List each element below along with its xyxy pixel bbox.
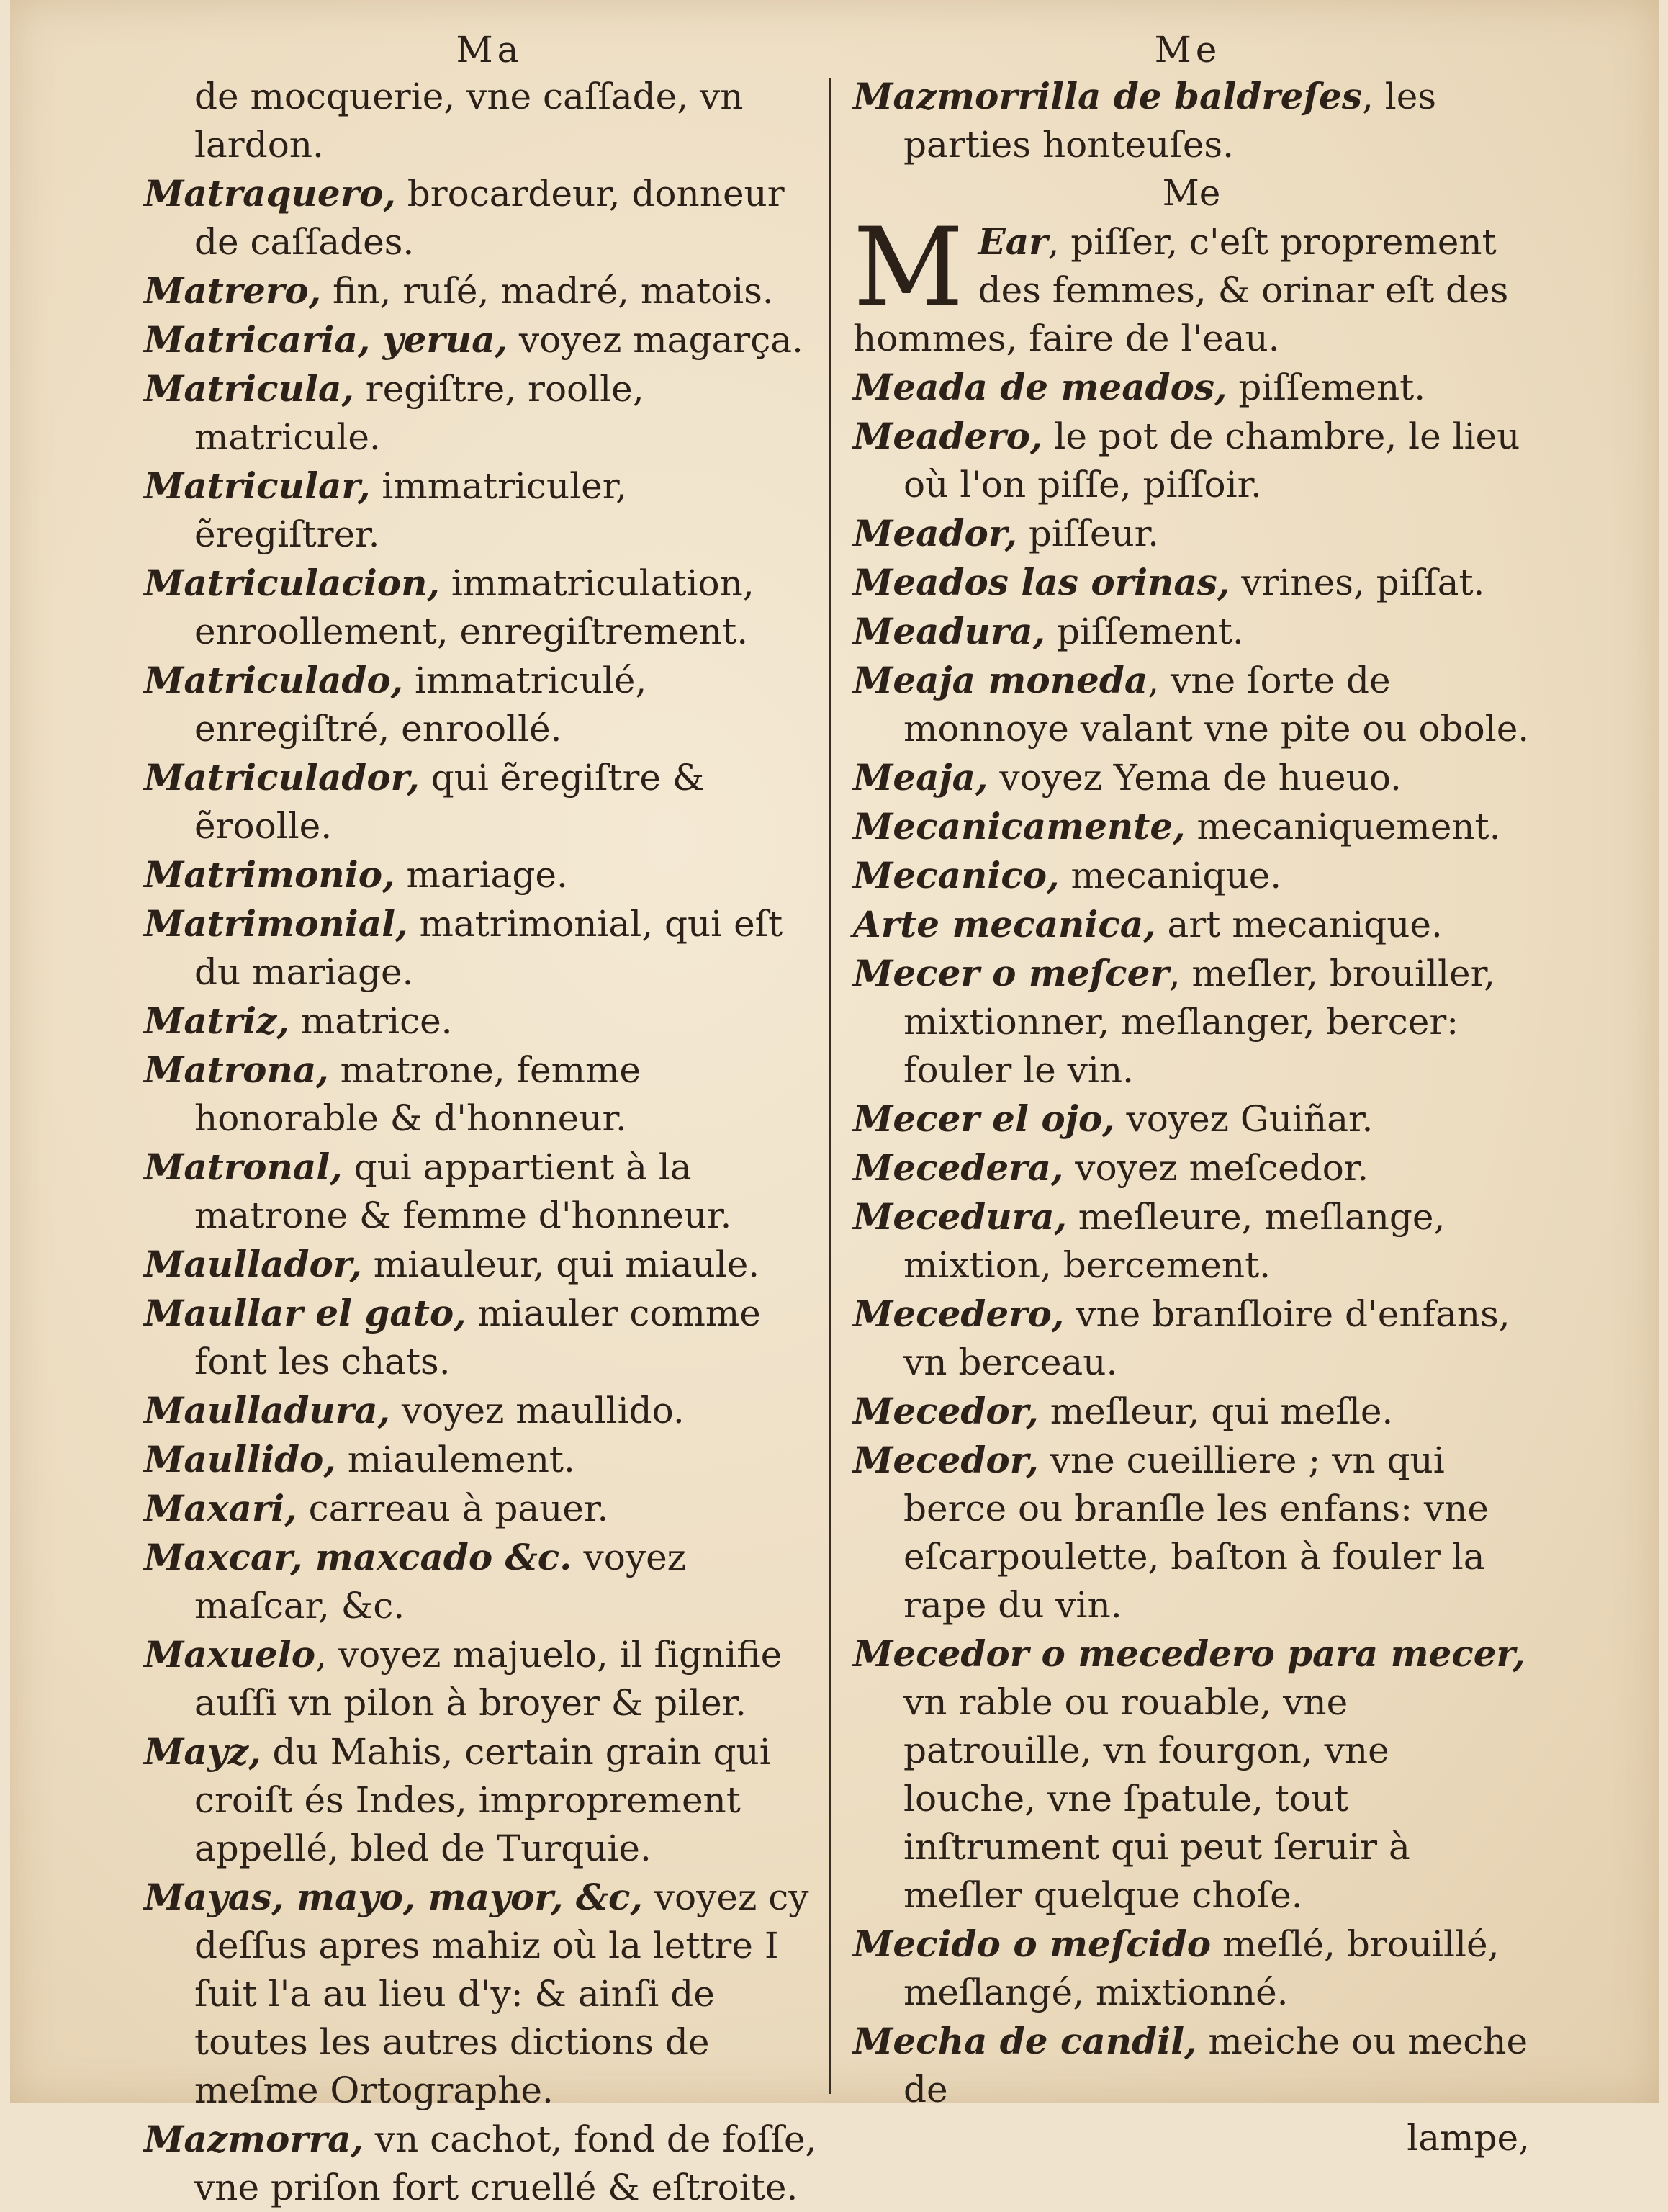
definition: vne branſloire d'enfans, vn berceau. [903,1293,1510,1383]
headword: Matrona, [144,1048,329,1091]
dictionary-entry [144,899,821,997]
headword: Mecedero, [853,1292,1065,1335]
dictionary-entry [853,1192,1530,1290]
definition: , meſler, brouiller, mixtionner, meſlanger, bercer: fouler le vin. [903,953,1495,1091]
dictionary-entry [144,169,821,266]
definition: voyez Yema de hueuo. [988,757,1402,799]
definition: piſſement. [1227,367,1426,408]
definition: voyez cy deſſus apres mahiz où la lettre I ſuit l'a au lieu d'y: & ainſi de toutes les autres dictions de meſme Ortographe. [194,1876,809,2111]
dictionary-entry [144,1630,821,1727]
headword: Matriz, [144,999,289,1042]
definition: piſſement. [1045,611,1244,652]
headword: Mecedor, [853,1390,1039,1432]
dictionary-entry [144,364,821,462]
section-title: Me [1162,172,1221,214]
dictionary-entry [144,997,821,1046]
headword: Mecanicamente, [853,805,1186,848]
headword: Mazmorrilla de baldreſes [853,75,1362,117]
definition: voyez magarça. [507,319,803,361]
definition: mecanique. [1059,855,1282,896]
headword: Maullar el gato, [144,1292,466,1334]
drop-cap-entry [853,205,1530,363]
dictionary-entry [144,1435,821,1484]
headword: Mecer o meſcer [853,952,1169,994]
dictionary-entry [853,72,1530,169]
left-column [144,72,821,2212]
headword: Matraquero, [144,172,396,215]
dictionary-entry [853,656,1530,753]
headword: Meada de meados, [853,366,1227,408]
headword: Meados las orinas, [853,561,1230,603]
headword: Mecedera, [853,1146,1064,1189]
dictionary-entry [144,850,821,899]
definition: brocardeur, donneur de caſſades. [194,173,785,263]
definition: vn rable ou rouable, vne patrouille, vn fourgon, vne louche, vne ſpatule, tout inſtrument qui peut ſeruir à meſler quelque choſe. [903,1681,1410,1916]
dictionary-entry [853,1094,1530,1143]
definition: art mecanique. [1155,904,1443,945]
headword: Arte mecanica, [853,903,1156,945]
headword: Meadura, [853,610,1046,652]
definition: miauleur, qui miaule. [361,1244,760,1285]
dictionary-entry [853,363,1530,412]
definition: du Mahis, certain grain qui croiſt és Indes, improprement appellé, bled de Turquie. [194,1731,771,1869]
dictionary-entry [144,1240,821,1289]
headword: Mazmorra, [144,2118,364,2160]
dictionary-entry [144,2115,821,2212]
definition: , piſſer, c'eſt proprement des femmes, & orinar eſt des hommes, faire de l'eau. [853,221,1509,359]
dictionary-entry [144,559,821,656]
headword: Maxuelo [144,1633,316,1676]
definition: voyez Guiñar. [1114,1098,1374,1140]
dictionary-entry [144,1533,821,1630]
right-column [853,72,1530,2162]
dictionary-entry [853,1387,1530,1436]
headword: Meadero, [853,415,1043,457]
definition: immatriculation, enroollement, enregiſtrement. [194,562,754,652]
definition: matrimonial, qui eſt du mariage. [194,903,783,993]
dictionary-entry [144,1727,821,1873]
definition: voyez maullido. [389,1390,685,1431]
headword: Meaja moneda [853,659,1148,701]
dictionary-entry [853,753,1530,802]
definition: vn cachot, fond de foſſe, vne priſon fort cruellé & eſtroite. [194,2118,817,2208]
headword: Mecer el ojo, [853,1097,1115,1140]
dictionary-entry [853,851,1530,900]
headword: Mayas, mayo, mayor, &c, [144,1876,643,1918]
definition: voyez maſcar, &c. [194,1537,687,1627]
dictionary-entry [853,1143,1530,1192]
dictionary-entry [144,656,821,753]
definition: le pot de chambre, le lieu où l'on piſſe, piſſoir. [903,415,1520,505]
dictionary-entry [853,1629,1530,1920]
headword: Matricula, [144,367,354,410]
dictionary-entry [144,315,821,364]
headword: Maulladura, [144,1389,390,1431]
headword: Mayz, [144,1730,261,1773]
definition: qui appartient à la matrone & femme d'honneur. [194,1146,732,1236]
definition: carreau à pauer. [297,1488,609,1529]
dictionary-entry [144,1873,821,2115]
dictionary-entry [144,1289,821,1386]
definition: miaulement. [335,1439,575,1480]
headword: Maullido, [144,1438,336,1480]
headword: Maxcar, maxcado &c. [144,1536,572,1578]
headword: Matriculador, [144,756,420,799]
headword: Matricaria, yerua, [144,318,508,361]
dictionary-entry [144,1046,821,1143]
definition: , les parties honteuſes. [903,76,1437,166]
headword: Matronal, [144,1146,343,1188]
headword: Mecha de candil, [853,2020,1197,2062]
definition: qui ẽregiſtre & ẽroolle. [194,757,705,847]
definition: , voyez majuelo, il ſignifie auſſi vn pilon à broyer & piler. [194,1634,783,1724]
headword: Mecedor o mecedero para mecer, [853,1632,1525,1675]
dictionary-entry [853,2017,1530,2114]
definition: regiſtre, roolle, matricule. [194,368,644,458]
definition: meſleure, meſlange, mixtion, bercement. [903,1196,1446,1286]
definition: meſlé, brouillé, meſlangé, mixtionné. [903,1923,1500,2013]
drop-cap: M [853,205,964,331]
headword: Matrimonio, [144,853,395,896]
definition: matrone, femme honorable & d'honneur. [194,1049,641,1139]
headword: Mecanico, [853,854,1060,896]
dictionary-entry [144,753,821,850]
headword: Maxari, [144,1487,297,1529]
definition: vne cueilliere ; vn qui berce ou branſle les enfans: vne eſcarpoulette, baſton à fouler la rape du vin. [903,1439,1489,1626]
definition: , vne ſorte de monnoye valant vne pite ou obole. [903,660,1530,750]
headword: Meador, [853,512,1017,554]
headword: Matricular, [144,464,371,507]
definition: matrice. [289,1000,453,1042]
headword: Mecedura, [853,1195,1067,1238]
headword: Matrero, [144,269,322,312]
dictionary-entry [853,607,1530,656]
headword: Mecido o meſcido [853,1923,1212,1965]
dictionary-entry [853,1290,1530,1387]
definition: fin, ruſé, madré, matois. [321,270,774,312]
headword: Maullador, [144,1243,362,1285]
dictionary-entry [853,900,1530,949]
definition: mariage. [395,854,568,896]
column-divider [829,78,831,2094]
definition: voyez meſcedor. [1063,1147,1369,1189]
running-header-left: Ma [456,29,523,71]
definition: meiche ou meche de [903,2020,1528,2110]
dictionary-entry [853,802,1530,851]
definition: piſſeur. [1016,513,1159,554]
dictionary-entry [144,1484,821,1533]
catchword: lampe, [1407,2117,1530,2159]
dictionary-entry [144,1386,821,1435]
headword: Meaja, [853,756,988,799]
definition: immatriculé, enregiſtré, enroollé. [194,660,647,750]
dictionary-entry [144,266,821,315]
headword: Matriculado, [144,659,404,701]
definition: miauler comme font les chats. [194,1292,761,1382]
dictionary-entry [853,949,1530,1094]
headword: Matrimonial, [144,902,408,945]
dictionary-entry [144,72,821,169]
headword: Mecedor, [853,1439,1039,1481]
definition: de mocquerie, vne caſſade, vn lardon. [194,76,744,166]
dictionary-entry [853,1436,1530,1629]
definition: vrines, piſſat. [1230,562,1485,603]
headword: Matriculacion, [144,562,440,604]
definition: immatriculer, ẽregiſtrer. [194,465,628,555]
dictionary-entry [853,558,1530,607]
headword: Ear [978,220,1048,263]
dictionary-entry [853,1920,1530,2017]
dictionary-entry [853,412,1530,509]
definition: mecaniquement. [1185,806,1501,848]
running-header-right: Me [1154,29,1222,71]
dictionary-entry [144,462,821,559]
dictionary-entry [853,509,1530,558]
dictionary-entry [144,1143,821,1240]
definition: meſleur, qui meſle. [1038,1390,1394,1432]
